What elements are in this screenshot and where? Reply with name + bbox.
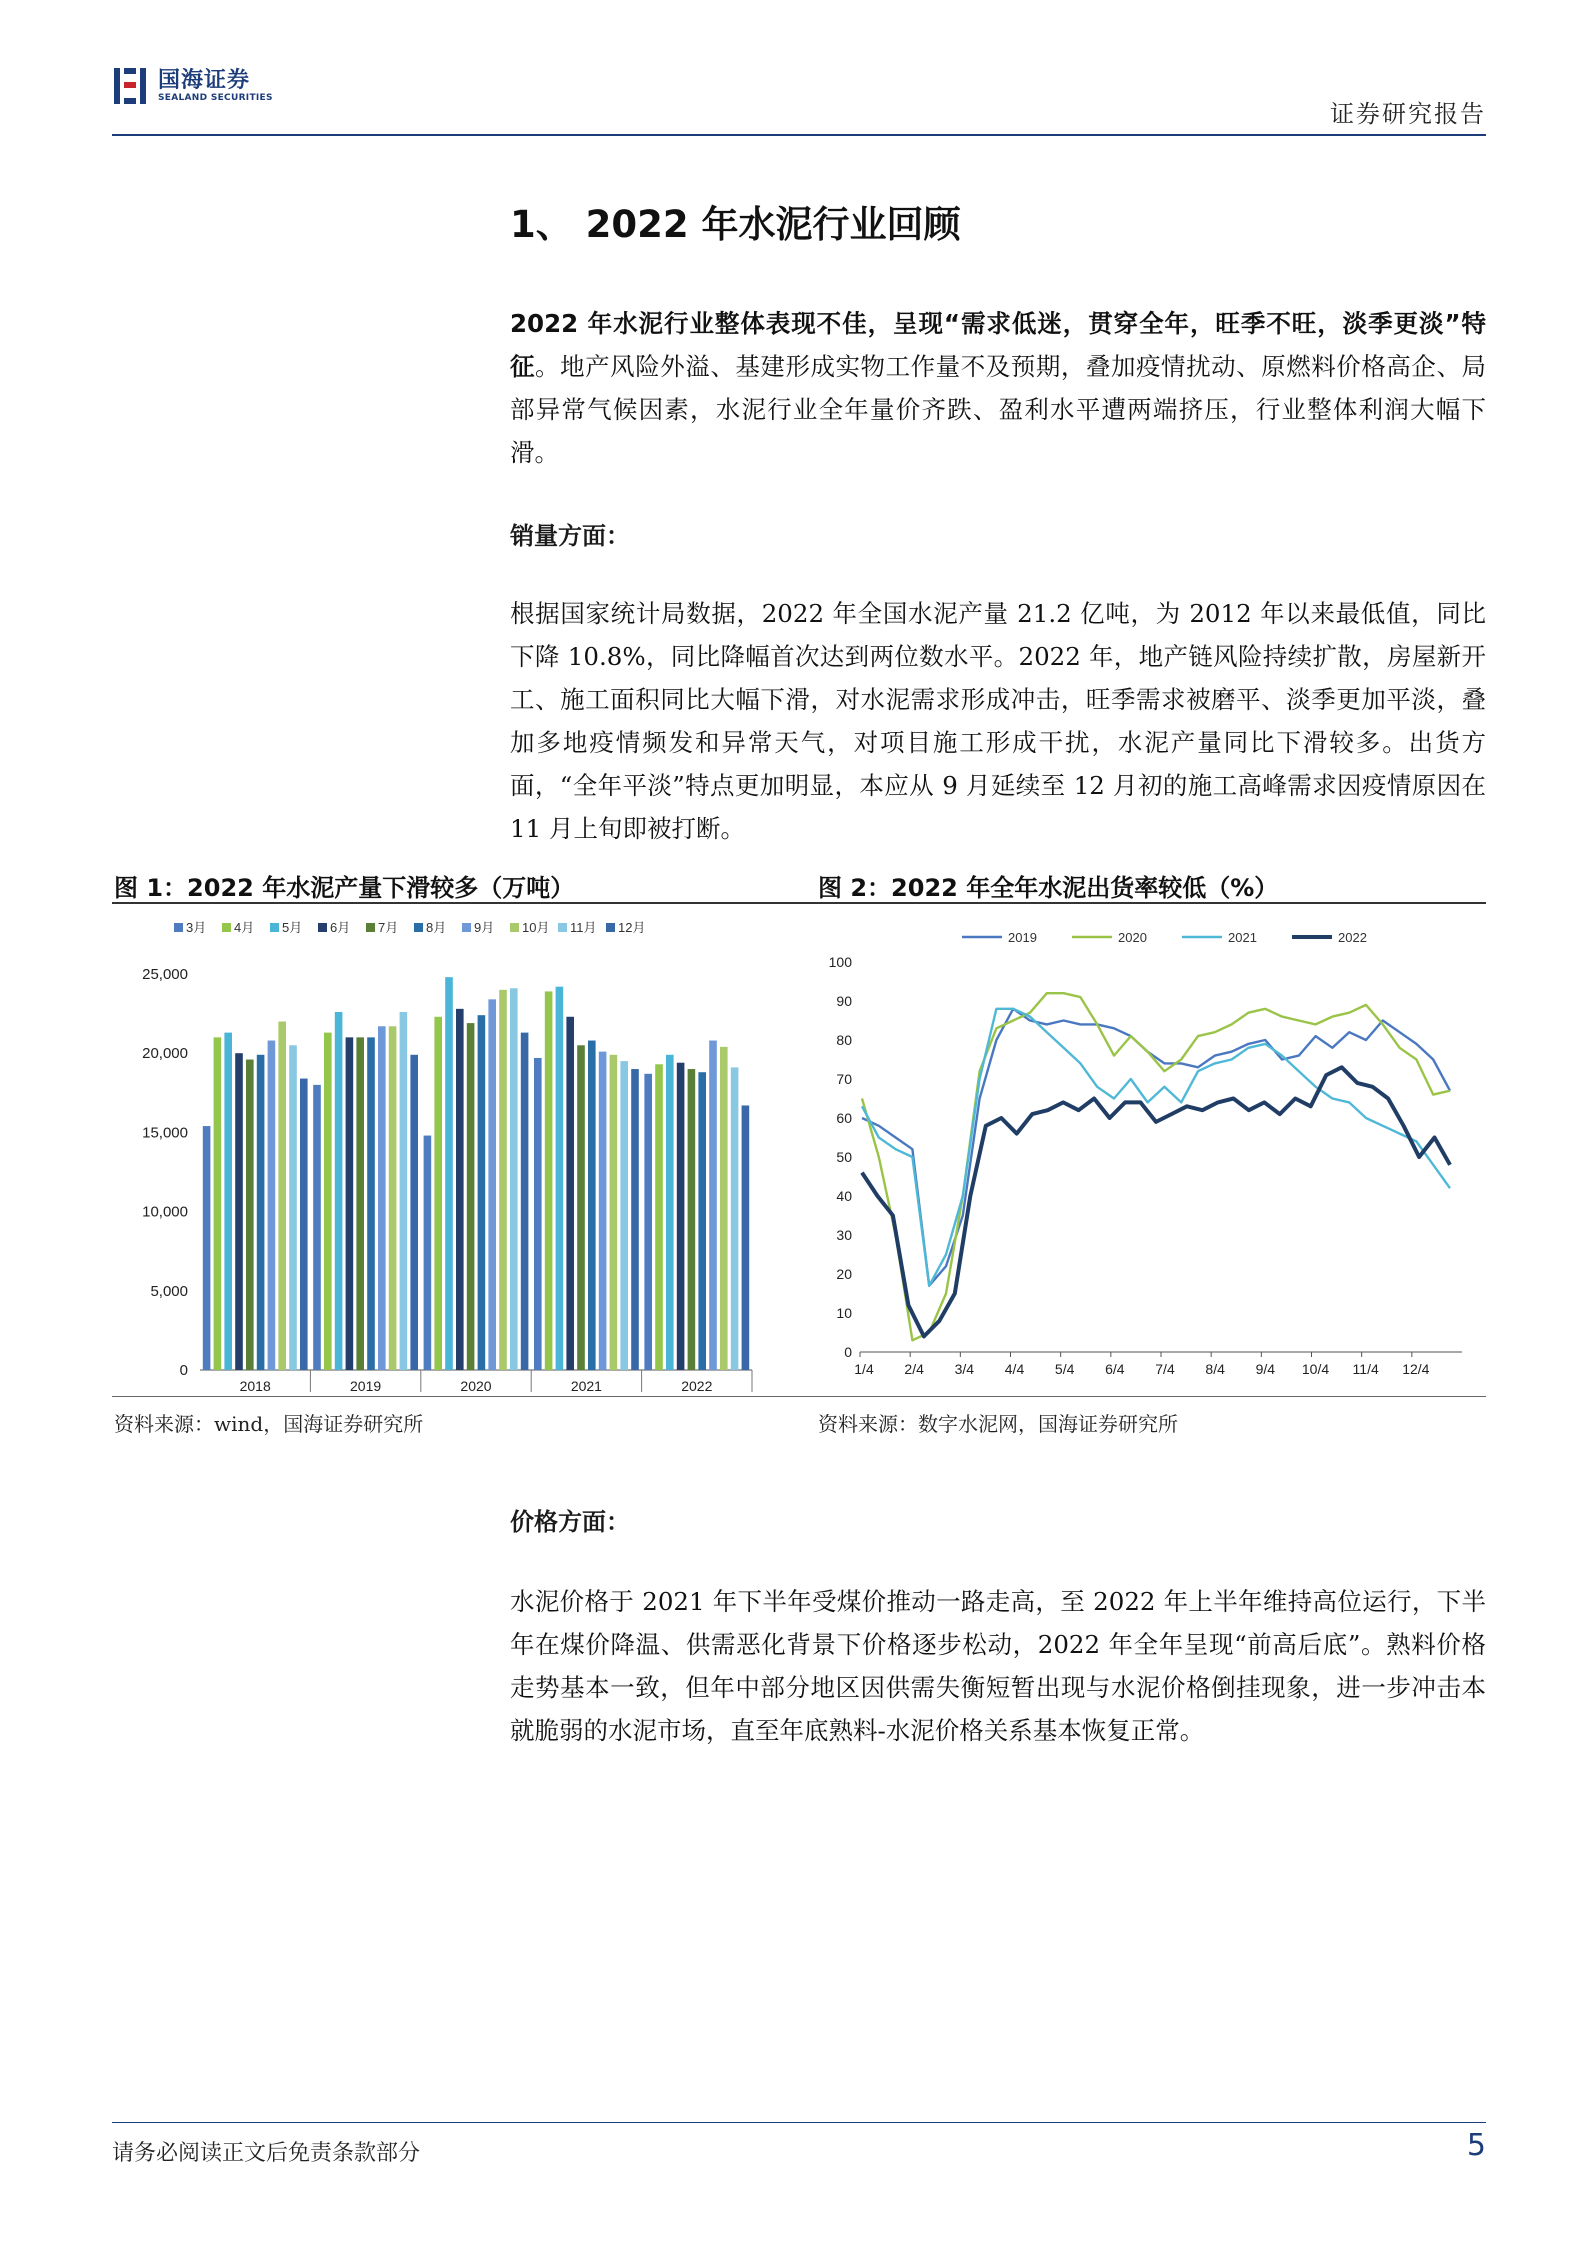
y-tick-label: 20: [836, 1266, 852, 1282]
x-tick-label: 4/4: [1004, 1361, 1025, 1377]
bar: [688, 1069, 696, 1370]
bar: [268, 1041, 276, 1370]
bar: [445, 977, 453, 1370]
intro-bold-text: 2022 年水泥行业整体表现不佳，呈现“需求低迷，贯穿全年，旺季不旺，淡季更淡”特征: [510, 309, 1486, 381]
legend-label: 2022: [1338, 930, 1367, 945]
y-tick-label: 25,000: [142, 966, 188, 983]
bar: [488, 999, 496, 1370]
bar: [499, 990, 507, 1370]
bar: [556, 987, 564, 1370]
figure1-title: 图 1：2022 年水泥产量下滑较多（万吨）: [114, 874, 575, 902]
legend-label: 6月: [330, 920, 351, 935]
logo-name-en: SEALAND SECURITIES: [158, 93, 273, 103]
bar: [367, 1037, 375, 1370]
y-tick-label: 40: [836, 1188, 852, 1204]
legend-swatch: [222, 923, 231, 932]
y-tick-label: 50: [836, 1149, 852, 1165]
legend-swatch: [270, 923, 279, 932]
bar: [588, 1041, 596, 1370]
bar: [478, 1015, 486, 1370]
bar: [510, 988, 518, 1370]
bar: [631, 1069, 639, 1370]
report-type-label: 证券研究报告: [1330, 100, 1486, 128]
legend-label: 10月: [522, 920, 550, 935]
price-paragraph: 水泥价格于 2021 年下半年受煤价推动一路走高，至 2022 年上半年维持高位运行，下半年在煤价降温、供需恶化背景下价格逐步松动，2022 年全年呈现“前高后底”。熟料价格走势基本一致，但年中部分地区因供需失衡短暂出现与水泥价格倒挂现象，进一步冲击本就脆弱的水泥市场，直至年底熟料-水泥价格关系基本恢复正常。: [510, 1587, 1486, 1745]
bar: [698, 1072, 706, 1370]
bar: [224, 1033, 232, 1370]
x-tick-label: 8/4: [1205, 1361, 1225, 1377]
bar: [214, 1037, 222, 1370]
legend-label: 2021: [1228, 930, 1257, 945]
legend-label: 11月: [570, 920, 597, 935]
intro-paragraph: [510, 302, 1486, 474]
bar: [313, 1085, 321, 1370]
y-tick-label: 90: [836, 993, 852, 1009]
x-tick-label: 9/4: [1255, 1361, 1276, 1377]
bar: [346, 1037, 354, 1370]
x-tick-label: 2018: [239, 1378, 271, 1394]
bar: [577, 1045, 585, 1370]
y-tick-label: 10,000: [142, 1203, 188, 1221]
legend-label: 3月: [186, 920, 207, 935]
y-tick-label: 20,000: [142, 1045, 188, 1063]
y-tick-label: 0: [179, 1362, 188, 1379]
bar: [467, 1023, 475, 1370]
bar: [456, 1009, 464, 1370]
legend-label: 2019: [1008, 930, 1037, 945]
bar: [410, 1055, 418, 1370]
bar: [356, 1037, 364, 1370]
legend-label: 5月: [282, 920, 303, 935]
bar: [566, 1017, 574, 1370]
y-tick-label: 80: [836, 1032, 852, 1048]
y-tick-label: 30: [836, 1227, 852, 1243]
x-tick-label: 2/4: [904, 1361, 924, 1377]
y-tick-label: 10: [836, 1305, 852, 1321]
shipment-rate-line-chart: [810, 910, 1486, 1394]
legend-label: 4月: [234, 920, 255, 935]
x-tick-label: 5/4: [1054, 1361, 1075, 1377]
x-tick-label: 7/4: [1155, 1361, 1175, 1377]
bar: [534, 1058, 542, 1370]
bar: [545, 991, 553, 1370]
bar: [300, 1079, 308, 1370]
page-number: 5: [1466, 2128, 1486, 2163]
footer-rule: [112, 2122, 1486, 2123]
legend-swatch: [510, 923, 519, 932]
section-title: 1、 2022 年水泥行业回顾: [510, 203, 961, 246]
legend-swatch: [414, 923, 423, 932]
bar: [278, 1022, 286, 1370]
bar: [424, 1136, 432, 1370]
y-tick-label: 0: [844, 1344, 852, 1360]
bar: [378, 1026, 386, 1370]
bar: [289, 1045, 297, 1370]
logo-name-cn: 国海证券: [158, 68, 251, 93]
x-tick-label: 2020: [460, 1378, 492, 1394]
bar: [246, 1060, 254, 1370]
x-tick-label: 3/4: [954, 1361, 975, 1377]
legend-swatch: [366, 923, 375, 932]
company-logo: [112, 64, 273, 108]
bar: [389, 1026, 397, 1370]
logo-mark-icon: [112, 64, 150, 108]
figure-top-rule: [112, 902, 1486, 904]
figure-bottom-rule: [112, 1396, 1486, 1397]
y-tick-label: 5,000: [150, 1282, 188, 1300]
intro-rest-text: 。地产风险外溢、基建形成实物工作量不及预期，叠加疫情扰动、原燃料价格高企、局部异常气候因素，水泥行业全年量价齐跌、盈利水平遭两端挤压，行业整体利润大幅下滑。: [510, 352, 1487, 467]
legend-label: 12月: [618, 920, 646, 935]
y-tick-label: 100: [828, 954, 852, 970]
x-tick-label: 12/4: [1402, 1361, 1430, 1377]
legend-swatch: [174, 923, 183, 932]
page-header: [112, 56, 1486, 136]
x-tick-label: 10/4: [1301, 1361, 1330, 1377]
legend-swatch: [462, 923, 471, 932]
bar: [521, 1033, 529, 1370]
x-tick-label: 6/4: [1105, 1361, 1125, 1377]
bar: [335, 1012, 343, 1370]
sales-paragraph: 根据国家统计局数据，2022 年全国水泥产量 21.2 亿吨，为 2012 年以来最低值，同比下降 10.8%，同比降幅首次达到两位数水平。2022 年，地产链风险持续扩散，房屋新开工、施工面积同比大幅下滑，对水泥需求形成冲击，旺季需求被磨平、淡季更加平淡，叠加多地疫情频发和异常天气，对项目施工形成干扰，水泥产量同比下滑较多。出货方面，“全年平淡”特点更加明显，本应从 9 月延续至 12 月初的施工高峰需求因疫情原因在 11 月上旬即被打断。: [510, 599, 1486, 843]
bar: [257, 1055, 265, 1370]
legend-label: 7月: [378, 920, 399, 935]
bar: [620, 1061, 628, 1370]
legend-label: 8月: [426, 920, 447, 935]
y-tick-label: 60: [836, 1110, 852, 1126]
series-line-2020: [862, 993, 1450, 1340]
bar: [666, 1055, 674, 1370]
bar: [644, 1074, 652, 1370]
x-tick-label: 2019: [350, 1378, 382, 1394]
legend-swatch: [558, 923, 567, 932]
x-tick-label: 1/4: [854, 1361, 874, 1377]
legend-label: 2020: [1118, 930, 1147, 945]
figure1-source: 资料来源：wind，国海证券研究所: [114, 1412, 424, 1436]
legend-label: 9月: [474, 920, 495, 935]
series-line-2022: [862, 1067, 1450, 1336]
bar: [731, 1067, 739, 1370]
figure2-title: 图 2：2022 年全年水泥出货率较低（%）: [818, 874, 1279, 902]
bar: [400, 1012, 408, 1370]
y-tick-label: 70: [836, 1071, 852, 1087]
bar: [610, 1055, 618, 1370]
bar: [677, 1063, 685, 1370]
series-line-2021: [862, 1009, 1450, 1286]
bar: [235, 1053, 243, 1370]
x-tick-label: 2021: [570, 1378, 602, 1394]
bar: [324, 1033, 332, 1370]
sales-heading: 销量方面：: [510, 522, 630, 550]
x-tick-label: 2022: [681, 1378, 713, 1394]
bar: [655, 1064, 663, 1370]
bar: [434, 1017, 442, 1370]
y-tick-label: 15,000: [142, 1124, 188, 1142]
bar: [742, 1105, 750, 1370]
bar: [599, 1052, 607, 1370]
bar: [709, 1041, 717, 1370]
footer-disclaimer: 请务必阅读正文后免责条款部分: [112, 2141, 421, 2166]
figure2-source: 资料来源：数字水泥网，国海证券研究所: [818, 1412, 1178, 1436]
legend-swatch: [318, 923, 327, 932]
legend-swatch: [606, 923, 615, 932]
x-tick-label: 11/4: [1352, 1361, 1379, 1377]
price-heading: 价格方面：: [510, 1508, 630, 1536]
bar: [720, 1047, 728, 1370]
production-bar-chart: [112, 910, 774, 1394]
bar: [203, 1126, 211, 1370]
